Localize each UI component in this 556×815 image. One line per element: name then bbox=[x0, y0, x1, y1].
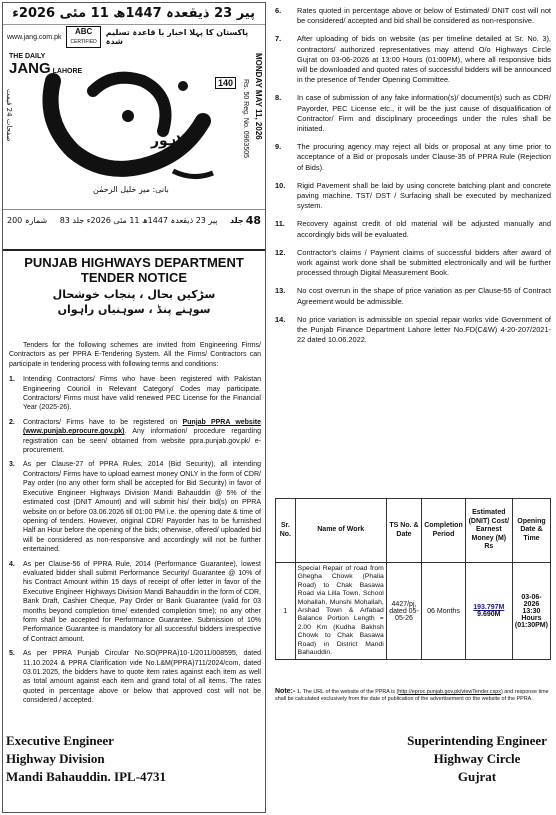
logo-city-urdu: لاہور bbox=[151, 133, 187, 149]
signature-superintending-engineer bbox=[401, 732, 553, 786]
masthead-subhead bbox=[3, 25, 265, 49]
term-text: Contractor's claims / Payment claims of successful bidders after award of work against work done shall be submitted electronically and will be further processed through Digital Measurement Book. bbox=[297, 247, 551, 278]
cell-sr: 1 bbox=[276, 563, 296, 660]
brand-city: LAHORE bbox=[52, 68, 83, 75]
issue-number: شمارہ 200 bbox=[7, 216, 48, 225]
jang-urdu-logo bbox=[33, 61, 223, 195]
term-text: As per Clause-56 of PPRA Rule, 2014 (Performance Guarantee), lowest evaluated bidder shall submit Performance Security/ Guarantee @ 10% of his Contract Amount within 15 days of receipt of offer letter in favor of the Executive Engineer Highways Division Mandi Bahauddin in the form of CDR, Bank Draft, Cashier Cheque, Pay Order or Bank Guarantee (valid for 03 months beyond completion time/ extended completion time); no any other form shall be accepted for Performance Guarantee. Submission of 10% Performance Guarantee is mandatory for all successful bidders irrespective of Contract amount. bbox=[23, 560, 261, 643]
sig-line: Gujrat bbox=[457, 769, 497, 784]
term-number: 10. bbox=[275, 180, 286, 190]
term-item bbox=[275, 286, 551, 306]
term-item bbox=[9, 560, 261, 645]
header-ts: TS No. & Date bbox=[386, 499, 421, 563]
term-number: 7. bbox=[275, 34, 282, 44]
term-item bbox=[275, 248, 551, 279]
urdu-slogan-1: سڑکیں بحال ، پنجاب خوشحال bbox=[52, 288, 216, 301]
term-text: No cost overrun in the shape of price variation as per Clause-55 of Contract Agreement would be admissible. bbox=[297, 286, 551, 306]
ppra-website-link[interactable]: Punjab PPRA website (www.punjab.eprocure.gov.pk) bbox=[23, 418, 261, 436]
header-opening: Opening Date & Time bbox=[512, 499, 550, 563]
header-cost: Estimated (DNIT) Cost/ Earnest Money (M) Rs bbox=[465, 499, 512, 563]
masthead-tagline: پاکستان کا پہلا اخبار با قاعدہ تسلیم شدہ bbox=[105, 28, 249, 46]
term-number: 11. bbox=[275, 219, 285, 229]
notice-body-left bbox=[9, 341, 261, 711]
term-text-part: . Any information/ procedure regarding registration can be seen/ obtained from website ppra.punjab.gov.pk/ e-procurement. bbox=[23, 428, 261, 455]
bottom-date: پیر 23 ذیقعدہ 1447ھ 11 مئی 2026ء جلد 83 bbox=[59, 216, 218, 225]
founder-line: بانی: میر خلیل الرحمٰن bbox=[93, 185, 169, 194]
term-text: As per Clause-27 of PPRA Rules, 2014 (Bid Security), all intending Contractors/ Firms have to upload earnest money ONLY in the form of CDR/ Pay order (no any other form shall be accepted for Bid Security) in favor of Executive Engineer Highways Division Mandi Bahauddin @ 5% of the estimated cost (DNIT Amount) and will submit his/ their bid(s) on PPRA website on or before 03.06.2026 till 01:00 PM i.e. the opening date & time of opening of tenders. However, original CDR/ Payorder has to be furnished Half an Hour before the opening of the bids; otherwise, offered/ uploaded bid will be considered as non-responsive and accordingly will not be further entertained. bbox=[23, 461, 261, 554]
term-item bbox=[275, 6, 551, 26]
term-item bbox=[275, 219, 551, 239]
cell-period: 06 Months bbox=[422, 563, 466, 660]
term-number: 8. bbox=[275, 93, 282, 103]
logo-area bbox=[3, 49, 265, 209]
term-item bbox=[9, 649, 261, 705]
earnest-money: 9.690M bbox=[477, 611, 501, 619]
vertical-price: Rs. 50 Reg. No. 0963505 bbox=[242, 79, 249, 158]
term-number: 12. bbox=[275, 247, 286, 257]
term-item bbox=[9, 460, 261, 554]
term-item bbox=[275, 34, 551, 85]
term-item bbox=[275, 315, 551, 346]
works-table bbox=[275, 498, 551, 660]
term-item bbox=[9, 375, 261, 413]
brand-jang: JANG bbox=[9, 60, 51, 77]
abc-badge bbox=[66, 26, 100, 48]
term-text: Rates quoted in percentage above or below of Estimated/ DNIT cost will not be considered/ accepted and bid shall be considered as non-responsive. bbox=[297, 6, 551, 26]
term-number: 1. bbox=[9, 376, 15, 384]
term-text bbox=[23, 418, 261, 456]
cell-opening: 03-06-2026 13:30 Hours (01:30PM) bbox=[512, 563, 550, 660]
term-number: 13. bbox=[275, 286, 286, 296]
term-text: Recovery against credit of old material will be adjusted manually and accordingly bids will be evaluated. bbox=[297, 219, 551, 239]
sig-line: Highway Division bbox=[6, 751, 105, 766]
term-number: 2. bbox=[9, 418, 15, 426]
term-text: As per PPRA Punjab Circular No.SO(PPRA)10-1/2011/008595, dated 11.10.2024 & PPRA Clarification vide No.L&M(PPRA)711/2024/com, dated 03.01.2025, the bidders have to quote item rates against each item as well as total amount against each item and grand total of all items. The rates quoted in percentage above or below that approved cost will not be considered / accepted. bbox=[23, 650, 261, 705]
cell-ts: 4427/pj, dated 05-05-26 bbox=[386, 563, 421, 660]
term-number: 14. bbox=[275, 314, 286, 324]
cell-work: Special Repair of road from Ghegha Chowk (Phalia Road) to Chak Basawa Road via Lilla Town, School Mohallah, Munshi Mohallah, Arshad Town & Arfabad Balance Portion Length = 2.00 Km (Kudha Bakhsh Chowk to Chak Basawa Road) in District Mandi Bahauddin. bbox=[295, 563, 386, 660]
notice-body-right bbox=[275, 6, 551, 353]
term-number: 9. bbox=[275, 142, 282, 152]
signature-executive-engineer bbox=[6, 732, 266, 786]
urdu-slogan-2: سوہنے پنڈ ، سوہنیاں راہواں bbox=[57, 303, 211, 316]
note-label: Note:- bbox=[275, 688, 296, 695]
sig-line: Mandi Bahauddin. IPL-4731 bbox=[6, 769, 167, 784]
table-row bbox=[276, 563, 551, 660]
masthead-date: پیر 23 ذیقعدہ 1447ھ 11 مئی 2026ء bbox=[3, 3, 265, 25]
sig-line: Executive Engineer bbox=[6, 733, 114, 748]
volume-number: 48 bbox=[245, 214, 261, 227]
term-text: The procuring agency may reject all bids or proposal at any time prior to acceptance of a Bid or proposals under Clause-35 of PPRA Rule (Rejection of Bids). bbox=[297, 142, 551, 172]
term-number: 6. bbox=[275, 6, 282, 15]
brand-top: THE DAILY bbox=[9, 53, 46, 60]
term-number: 5. bbox=[9, 650, 15, 658]
term-text-part: Contractors/ Firms have to be registered on bbox=[23, 418, 183, 426]
term-text: After uploading of bids on website (as per timeline detailed at Sr. No. 3), contractors/ authorized representatives may attend O/o Highways Circle Gujrat on 03-06-2026 at 13:00 Hours (01:00PM), where all responsive bids will be downloaded and quoted rates of successful bidders will be announced in the presence of Tender Opening Committee. bbox=[297, 34, 551, 85]
estimated-cost: 193.797M bbox=[473, 604, 505, 612]
header-sr: Sr. No. bbox=[276, 499, 296, 563]
vertical-left-text: صفحات 24 قیمت bbox=[5, 89, 13, 142]
header-period: Completion Period bbox=[422, 499, 466, 563]
newspaper-masthead bbox=[3, 3, 265, 251]
term-number: 3. bbox=[9, 461, 15, 469]
sig-line: Highway Circle bbox=[433, 751, 521, 766]
volume bbox=[230, 214, 261, 227]
abc-label: ABC bbox=[74, 27, 93, 36]
cell-cost bbox=[465, 563, 512, 660]
term-text: No price variation is admissible on special repair works vide Government of the Punjab Finance Department Lahore letter No.FD(C&W) 4-20-207/2021-22 dated 10.06.2022. bbox=[297, 314, 551, 345]
notice-intro: Tenders for the following schemes are invited from Engineering Firms/ Contractors as per PPRA E-Tendering System. All the Firms/ Contractors can participate in tendering process with following terms and conditions: bbox=[9, 342, 261, 368]
footer-note bbox=[275, 688, 551, 703]
term-number: 4. bbox=[9, 560, 15, 568]
price-box: 140 bbox=[215, 77, 236, 89]
masthead-website: www.jang.com.pk bbox=[7, 33, 62, 41]
table-header-row bbox=[276, 499, 551, 563]
sig-line: Superintending Engineer bbox=[407, 733, 547, 748]
notice-heading bbox=[3, 255, 265, 316]
term-item bbox=[275, 142, 551, 173]
department-title: PUNJAB HIGHWAYS DEPARTMENT bbox=[24, 255, 244, 270]
term-text: Rigid Pavement shall be laid by using concrete batching plant and concrete paving machine. TST/ DST / Surfacing shall be executed by mechanized system. bbox=[297, 180, 551, 211]
header-work: Name of Work bbox=[295, 499, 386, 563]
abc-sub: CERTIFIED bbox=[70, 39, 97, 45]
term-text: In case of submission of any fake information(s)/ document(s) such as CDR/ Payorder, PEC License etc., it will be the just cause of disqualification of Contractor/ Firm and disciplinary proceedings under the rules shall be initiated. bbox=[297, 93, 551, 134]
ppra-url-link[interactable]: http://eproc.punjab.gov.pk/viewTender.cspx bbox=[398, 689, 501, 695]
left-column bbox=[2, 2, 266, 813]
vertical-date: MONDAY MAY 11, 2026 bbox=[254, 53, 263, 140]
note-text: ) and response time shall be calculated exclusively from the date of publication of the advertisement on the website of the PPRA. bbox=[275, 689, 549, 702]
note-text: 1. The URL of the website of the PPRA is ( bbox=[296, 689, 399, 695]
masthead-bottom-bar bbox=[3, 209, 265, 231]
term-item bbox=[9, 418, 261, 456]
term-item bbox=[275, 181, 551, 212]
term-text: Intending Contractors/ Firms who have been registered with Pakistan Engineering Council in Relevant Category/ Codes may participate. Contractors/ Firms must have valid renewed PEC License for the Financial Year (2025-26). bbox=[23, 376, 261, 412]
volume-label: جلد bbox=[230, 216, 244, 225]
term-item bbox=[275, 93, 551, 134]
tender-notice-title: TENDER NOTICE bbox=[80, 270, 188, 285]
